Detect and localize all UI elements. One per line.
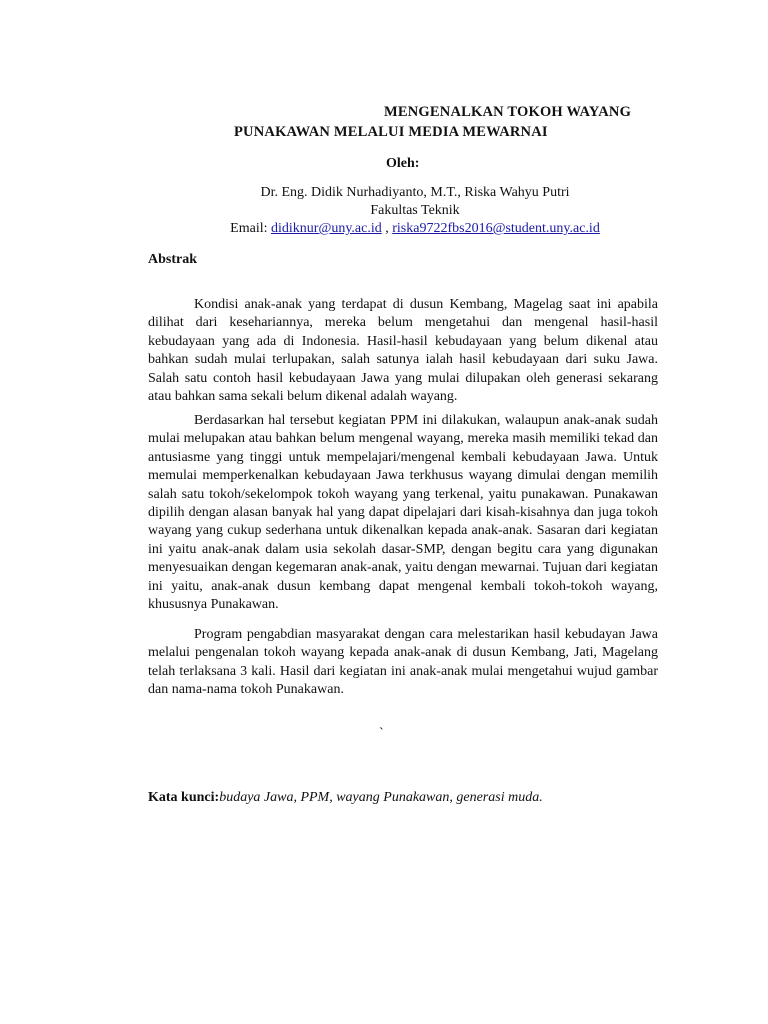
by-label: Oleh: xyxy=(386,156,420,171)
abstract-paragraph-2-text: Berdasarkan hal tersebut kegiatan PPM ini dilakukan, walaupun anak-anak sudah mulai melupakan atau bahkan belum mengenal wayang, mereka masih memiliki tekad dan antusiasme yang tinggi untuk mempelajari/mengenal kembali kebudayaan Jawa. Untuk memulai memperkenalkan kebudayaan Jawa terkhusus wayang dimulai dengan memilih salah satu tokoh/sekelompok tokoh wayang yang terkenal, yaitu punakawan. Punakawan dipilih dengan alasan banyak hal yang dapat dipelajari dari kisah-kisahnya dan juga tokoh wayang yang cukup sederhana untuk dikenalkan kepada anak-anak. Sasaran dari kegiatan ini yaitu anak-anak dalam usia sekolah dasar-SMP, dengan begitu cara yang digunakan menyesuaikan dengan kegemaran anak-anak, yaitu dengan mewarnai. Tujuan dari kegiatan ini yaitu, anak-anak dusun kembang dapat mengenal kembali tokoh-tokoh wayang, khususnya Punakawan. xyxy=(148,413,658,613)
title-line-1: MENGENALKAN TOKOH WAYANG xyxy=(384,104,632,120)
abstract-paragraph-3 xyxy=(148,626,658,700)
abstract-paragraph-1 xyxy=(148,296,658,406)
email-link-1[interactable]: didiknur@uny.ac.id xyxy=(271,221,382,236)
stray-mark: ` xyxy=(379,726,384,741)
author-faculty: Fakultas Teknik xyxy=(370,203,460,218)
email-link-2[interactable]: riska9722fbs2016@student.uny.ac.id xyxy=(392,221,600,236)
abstract-paragraph-3-text: Program pengabdian masyarakat dengan cara melestarikan hasil kebudayan Jawa melalui pengenalan tokoh wayang kepada anak-anak di dusun Kembang, Jati, Magelang telah terlaksana 3 kali. Hasil dari kegiatan ini anak-anak mulai mengetahui wujud gambar dan nama-nama tokoh Punakawan. xyxy=(148,627,658,698)
email-label: Email: xyxy=(230,221,271,236)
keywords-label: Kata kunci: xyxy=(148,790,220,805)
abstract-paragraph-2 xyxy=(148,412,658,614)
abstract-paragraph-1-text: Kondisi anak-anak yang terdapat di dusun Kembang, Magelag saat ini apabila dilihat dari kesehariannya, mereka belum mengetahui dan mengenal hasil-hasil kebudayaan yang ada di Indonesia. Hasil-hasil kebudayaan yang belum dikenal atau bahkan sudah mulai terlupakan, salah satunya ialah hasil kebudayaan dari suku Jawa. Salah satu contoh hasil kebudayaan Jawa yang mulai dilupakan oleh generasi sekarang atau bahkan sama sekali belum dikenal adalah wayang. xyxy=(148,297,658,405)
email-separator: , xyxy=(381,221,393,236)
author-emails xyxy=(0,220,768,238)
abstract-heading: Abstrak xyxy=(148,252,198,267)
author-names: Dr. Eng. Didik Nurhadiyanto, M.T., Riska Wahyu Putri xyxy=(260,185,570,200)
keywords-values: budaya Jawa, PPM, wayang Punakawan, generasi muda. xyxy=(219,790,543,805)
title-line-2: PUNAKAWAN MELALUI MEDIA MEWARNAI xyxy=(234,124,548,140)
keywords-line xyxy=(148,790,543,806)
